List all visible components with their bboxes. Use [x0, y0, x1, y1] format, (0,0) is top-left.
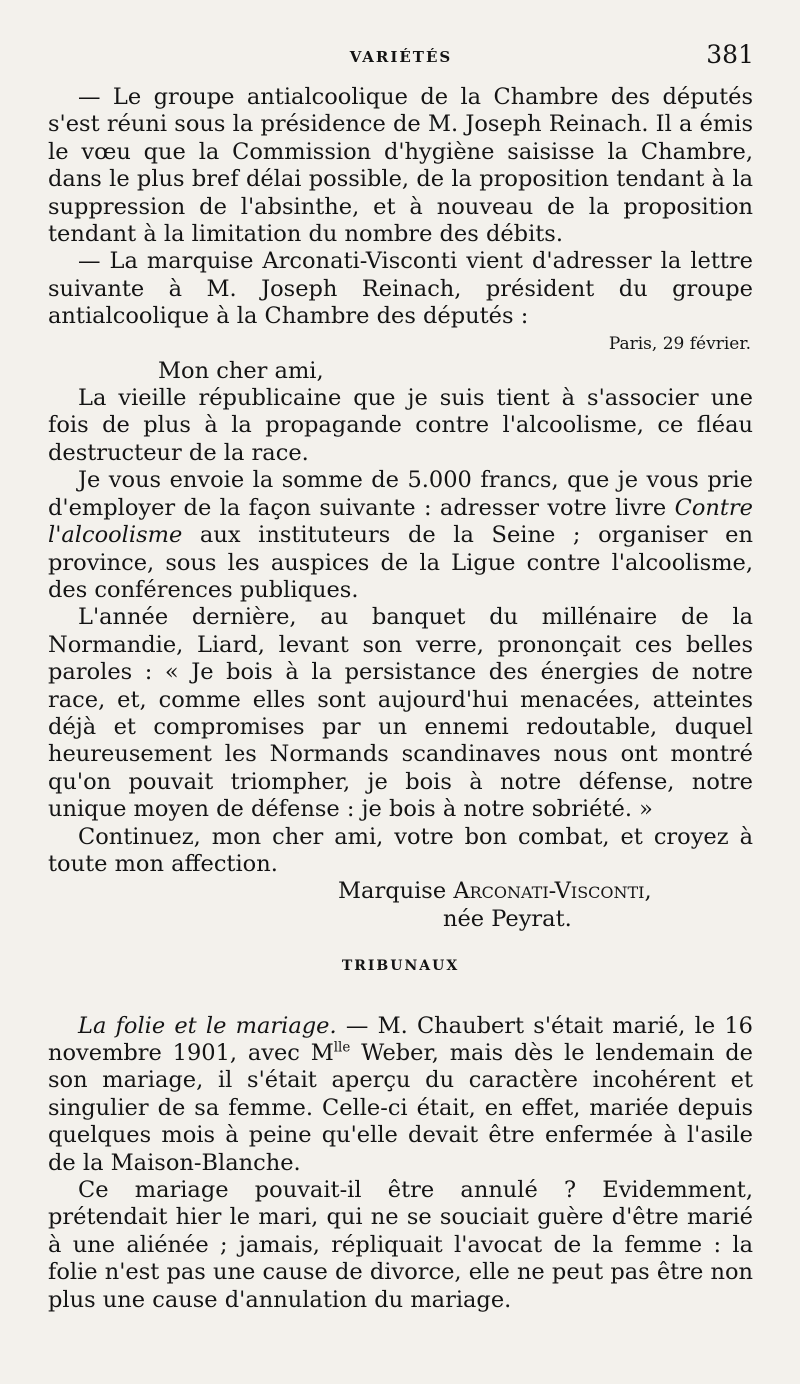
tribunaux-paragraph-1	[48, 1013, 753, 1177]
tribunaux-paragraph-1-text-a: — M. Chaubert s'était marié, le 16 novembre 1901, avec M	[48, 1012, 753, 1066]
signature-title: Marquise	[338, 878, 447, 905]
letter-paragraph-2-text-a: Je vous envoie la somme de 5.000 francs, que je vous prie d'employer de la façon suivante : adresser votre livre	[48, 467, 753, 521]
letter-paragraph-3: L'année dernière, au banquet du millénaire de la Normandie, Liard, levant son verre, prononçait ces belles paroles : « Je bois à la persistance des énergies de notre race, et, comme elles sont aujourd'hui menacées, atteintes déjà et compromises par un ennemi redoutable, duquel heureusement les Normands scandinaves nous ont montré qu'on pouvait triompher, je bois à notre défense, notre unique moyen de défense : je bois à notre sobriété. »	[48, 604, 753, 823]
letter-paragraph-1: La vieille républicaine que je suis tient à s'associer une fois de plus à la propagande contre l'alcoolisme, ce fléau destructeur de la race.	[48, 385, 753, 466]
paragraph-marquise-letter-intro: — La marquise Arconati-Visconti vient d'adresser la lettre suivante à M. Joseph Reinach, président du groupe antialcoolique à la Chambre des députés :	[48, 248, 753, 330]
paragraph-antialcoholic-group: — Le groupe antialcoolique de la Chambre des députés s'est réuni sous la présidence de M. Joseph Reinach. Il a émis le vœu que la Commission d'hygiène saisisse la Chambre, dans le plus bref délai possible, de la proposition tendant à la suppression de l'absinthe, et à nouveau de la proposition tendant à la limitation du nombre des débits.	[48, 84, 753, 248]
letter-paragraph-4: Continuez, mon cher ami, votre bon combat, et croyez à toute mon affection.	[48, 823, 753, 877]
book-title: Contre l'alcoolisme	[48, 494, 753, 549]
letter-salutation: Mon cher ami,	[158, 357, 324, 384]
section-heading-tribunaux: TRIBUNAUX	[341, 958, 460, 975]
tribunaux-paragraph-2: Ce mariage pouvait-il être annulé ? Evidemment, prétendait hier le mari, qui ne se souciait guère d'être marié à une aliénée ; jamais, répliquait l'avocat de la femme : la folie n'est pas une cause de divorce, elle ne peut pas être non plus une cause d'annulation du mariage.	[48, 1177, 753, 1313]
tribunaux-paragraph-1-text-b: Weber, mais dès le lendemain de son mariage, il s'était aperçu du caractère incohérent et singulier de sa femme. Celle-ci était, en effet, mariée depuis quelques mois à peine qu'elle devait être enfermée à l'asile de la Maison-Blanche.	[48, 1040, 753, 1176]
page-header	[48, 38, 754, 78]
article-title: La folie et le mariage.	[78, 1012, 337, 1039]
superscript-lle: lle	[333, 1039, 351, 1056]
page-number: 381	[706, 40, 754, 69]
page-body	[48, 84, 753, 1314]
signature-line	[48, 878, 753, 905]
signature-name: Arconati-Visconti,	[453, 878, 652, 905]
letter-paragraph-2-text-b: aux instituteurs de la Seine ; organiser en province, sous les auspices de la Ligue contre l'alcoolisme, des conférences publiques.	[48, 522, 753, 603]
letter-dateline: Paris, 29 février.	[608, 333, 751, 354]
running-title: VARIÉTÉS	[349, 48, 453, 66]
signature-nee: née Peyrat.	[443, 905, 572, 932]
letter-paragraph-2	[48, 467, 753, 604]
